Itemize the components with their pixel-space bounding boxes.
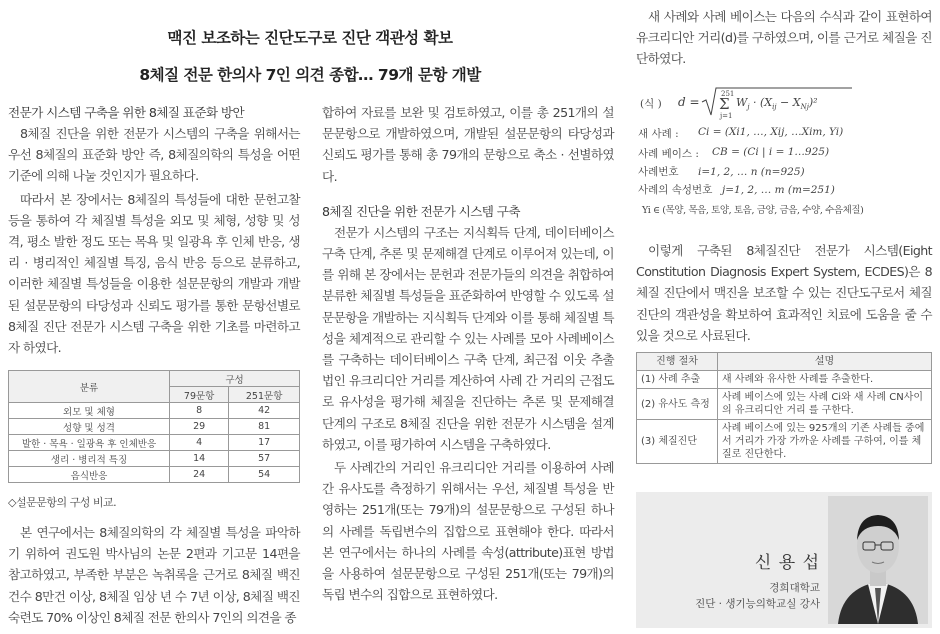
headline-main: 맥진 보조하는 진단도구로 진단 객관성 확보 (167, 29, 453, 47)
table-row (9, 467, 300, 483)
table-cell: 새 사례와 유사한 사례를 추출한다. (718, 371, 932, 389)
table-cell: (2) 유사도 측정 (637, 389, 718, 420)
paragraph: 새 사례와 사례 베이스는 다음의 수식과 같이 표현하여 유크리디안 거리(d)를 구하였으며, 이를 근거로 체질을 진단하였다. (636, 9, 932, 67)
paragraph: 합하여 자료를 보완 및 검토하였고, 이를 총 251개의 설문문항으로 개발하였으며, 개발된 설문문항의 타당성과 신뢰도 평가를 통해 총 79개의 문항으로 축소 · 선별하였다. (322, 105, 614, 184)
attr-no-label: 사례의 속성번호 (638, 184, 713, 196)
author-profile (636, 492, 932, 628)
section-title-standardization: 전문가 시스템 구축을 위한 8체질 표준화 방안 (8, 105, 245, 120)
paragraph: 전문가 시스템의 구조는 지식획득 단계, 데이터베이스 구축 단계, 추론 및 문제해결 단계로 이루어져 있는데, 이를 위해 본 장에서는 문헌과 전문가들의 의견을 취합하여 분류한 체질별 특성들을 표준화하여 반영할 수 있도록 설문문항을 개발하는 지식획득 단계와 이를 통해 체질별 특성을 체계적으로 관리할 수 있는 사례를 모아 사례베이스를 구축하는 데이터베이스 구축 단계, 최근접 이웃 추출법인 유크리디안 거리를 계산하여 사례 간 거리의 근접도로 유사성을 평가해 체질을 진단하는 추론 및 문제해결 단계의 구조로 8체질 진단을 위한 전문가 시스템을 설계하였고, 이를 평가하여 시스템을 구축하였다. (322, 224, 614, 452)
table-cell: 54 (229, 467, 300, 483)
table-cell: (3) 체질진단 (637, 420, 718, 464)
formula-eq (676, 82, 856, 122)
table-row (9, 403, 300, 419)
table-cell: 발한 · 목욕 · 일광욕 후 인체반응 (9, 435, 170, 451)
table-cell: (1) 사례 추출 (637, 371, 718, 389)
headline-sub: 8체질 전문 한의사 7인 의견 종합… 79개 문항 개발 (139, 66, 481, 84)
table-row (9, 435, 300, 451)
case-base-label: 사례 베이스 : (638, 148, 699, 160)
column-3-conclusion (636, 240, 932, 346)
table-cell: 24 (170, 467, 229, 483)
table-cell: 사례 베이스에 있는 925개의 기존 사례들 중에서 거리가 가장 가까운 사례를 구하여, 이를 체질로 진단한다. (718, 420, 932, 464)
table-cell: 29 (170, 419, 229, 435)
table-cell: 8 (170, 403, 229, 419)
column-3-intro (636, 6, 932, 70)
svg-text:Σ: Σ (719, 95, 730, 113)
paragraph: 두 사례간의 거리인 유크리디안 거리를 이용하여 사례 간 유사도를 측정하기 위해서는 우선, 체질별 특성을 반영하는 251개(또는 79개)의 설문문항으로 구성된 하나의 사례를 독립변수의 집합으로 표현해야 한다. 따라서 본 연구에서는 하나의 사례를 속성(attribute)표현 방법을 사용하여 설문문항으로 구성된 251개(또는 79개)의 독립 변수의 집합으로 표현하였다. (322, 460, 614, 603)
table-row (9, 419, 300, 435)
table-cell: 음식반응 (9, 467, 170, 483)
table-header-step: 진행 절차 (637, 353, 718, 371)
table-cell: 4 (170, 435, 229, 451)
table-header-desc: 설명 (718, 353, 932, 371)
sum-bottom: j=1 (720, 112, 733, 120)
table-cell: 17 (229, 435, 300, 451)
formula-label: (식 ) (640, 98, 662, 110)
table-header-79: 79문항 (170, 387, 229, 403)
table-row (637, 420, 932, 464)
table-header-category: 분류 (9, 371, 170, 403)
section-title-expert-system: 8체질 진단을 위한 전문가 시스템 구축 (322, 203, 520, 219)
column-1 (8, 102, 300, 358)
new-case-label: 새 사례 : (638, 128, 679, 140)
table-header-251: 251문항 (229, 387, 300, 403)
author-affiliation-dept: 진단 · 생기능의학교실 강사 (695, 598, 820, 610)
paragraph: 이렇게 구축된 8체질진단 전문가 시스템(Eight Constitution Diagnosis Expert System, ECDES)은 8체질 진단에서 맥진을 보조할 수 있는 진단도구로서 체질진단의 객관성을 확보하여 효과적인 치료에 도움을 줄 수 있을 것으로 사료된다. (636, 243, 932, 343)
sum-top: 251 (721, 90, 735, 98)
new-case-value: Ci = (Xi1, …, Xij, …Xim, Yi) (698, 126, 844, 138)
paragraph: 따라서 본 장에서는 8체질의 특성들에 대한 문헌고찰 등을 통하여 각 체질별 특성을 외모 및 체형, 성향 및 성격, 평소 발한 정도 또는 목욕 및 일광욕 후 인체 반응, 생리 · 병리적인 체질별 특징, 음식 반응 등으로 분류하고, 이러한 체질별 특성들을 이용한 설문문항의 개발과 개발된 설문문항의 타당성과 신뢰도 평가를 통한 문항선별로 8체질 진단 전문가 시스템 구축을 위한 기초를 마련하고자 하였다. (8, 191, 300, 356)
author-photo (828, 496, 928, 624)
column-1-bottom (8, 522, 300, 628)
author-affiliation-university: 경희대학교 (769, 582, 820, 594)
table-row (9, 451, 300, 467)
table-row (637, 389, 932, 420)
table-caption: ◇설문문항의 구성 비교. (8, 496, 117, 509)
y-definition: Yi ∈ (목양, 목음, 토양, 토음, 금양, 금음, 수양, 수음체질) (642, 205, 864, 216)
table-row (637, 371, 932, 389)
svg-text:d =: d = (678, 95, 700, 109)
paragraph: 8체질 진단을 위한 전문가 시스템의 구축을 위해서는 우선 8체질의 표준화 방안 즉, 8체질의학의 특성을 어떤 기준에 의해 나눌 것인지가 필요하다. (8, 126, 300, 184)
svg-text:Wj · (Xij − XNj)²: $W_j \cdot (X_{ij} - X_{Nj})^2$ (736, 96, 818, 111)
paragraph: 본 연구에서는 8체질의학의 각 체질별 특성을 파악하기 위하여 권도원 박사님의 논문 2편과 기고문 14편을 참고하였고, 부족한 부분은 녹취록을 근거로 8체질 백진 건수 8만건 이상, 8체질 임상 년 수 7년 이상, 8체질 백진 숙련도 70% 이상인 8체질 전문 한의사 7인의 의견을 종 (8, 525, 300, 625)
case-no-value: i=1, 2, … n (n=925) (698, 166, 805, 178)
attr-no-value: j=1, 2, … m (m=251) (722, 184, 835, 196)
case-base-value: CB = (Ci | i = 1…925) (712, 146, 830, 158)
composition-table (8, 370, 300, 483)
column-2 (322, 102, 614, 605)
procedure-table (636, 352, 932, 464)
table-cell: 성향 및 성격 (9, 419, 170, 435)
table-header-composition: 구성 (170, 371, 300, 387)
formula-block (636, 82, 932, 242)
case-no-label: 사례번호 (638, 166, 679, 178)
table-cell: 14 (170, 451, 229, 467)
table-cell: 57 (229, 451, 300, 467)
table-cell: 81 (229, 419, 300, 435)
table-cell: 생리 · 병리적 특징 (9, 451, 170, 467)
table-cell: 사례 베이스에 있는 사례 Ci와 새 사례 CN사이의 유크리디안 거리 를 구한다. (718, 389, 932, 420)
table-cell: 외모 및 체형 (9, 403, 170, 419)
author-name: 신 용 섭 (754, 553, 820, 573)
table-cell: 42 (229, 403, 300, 419)
